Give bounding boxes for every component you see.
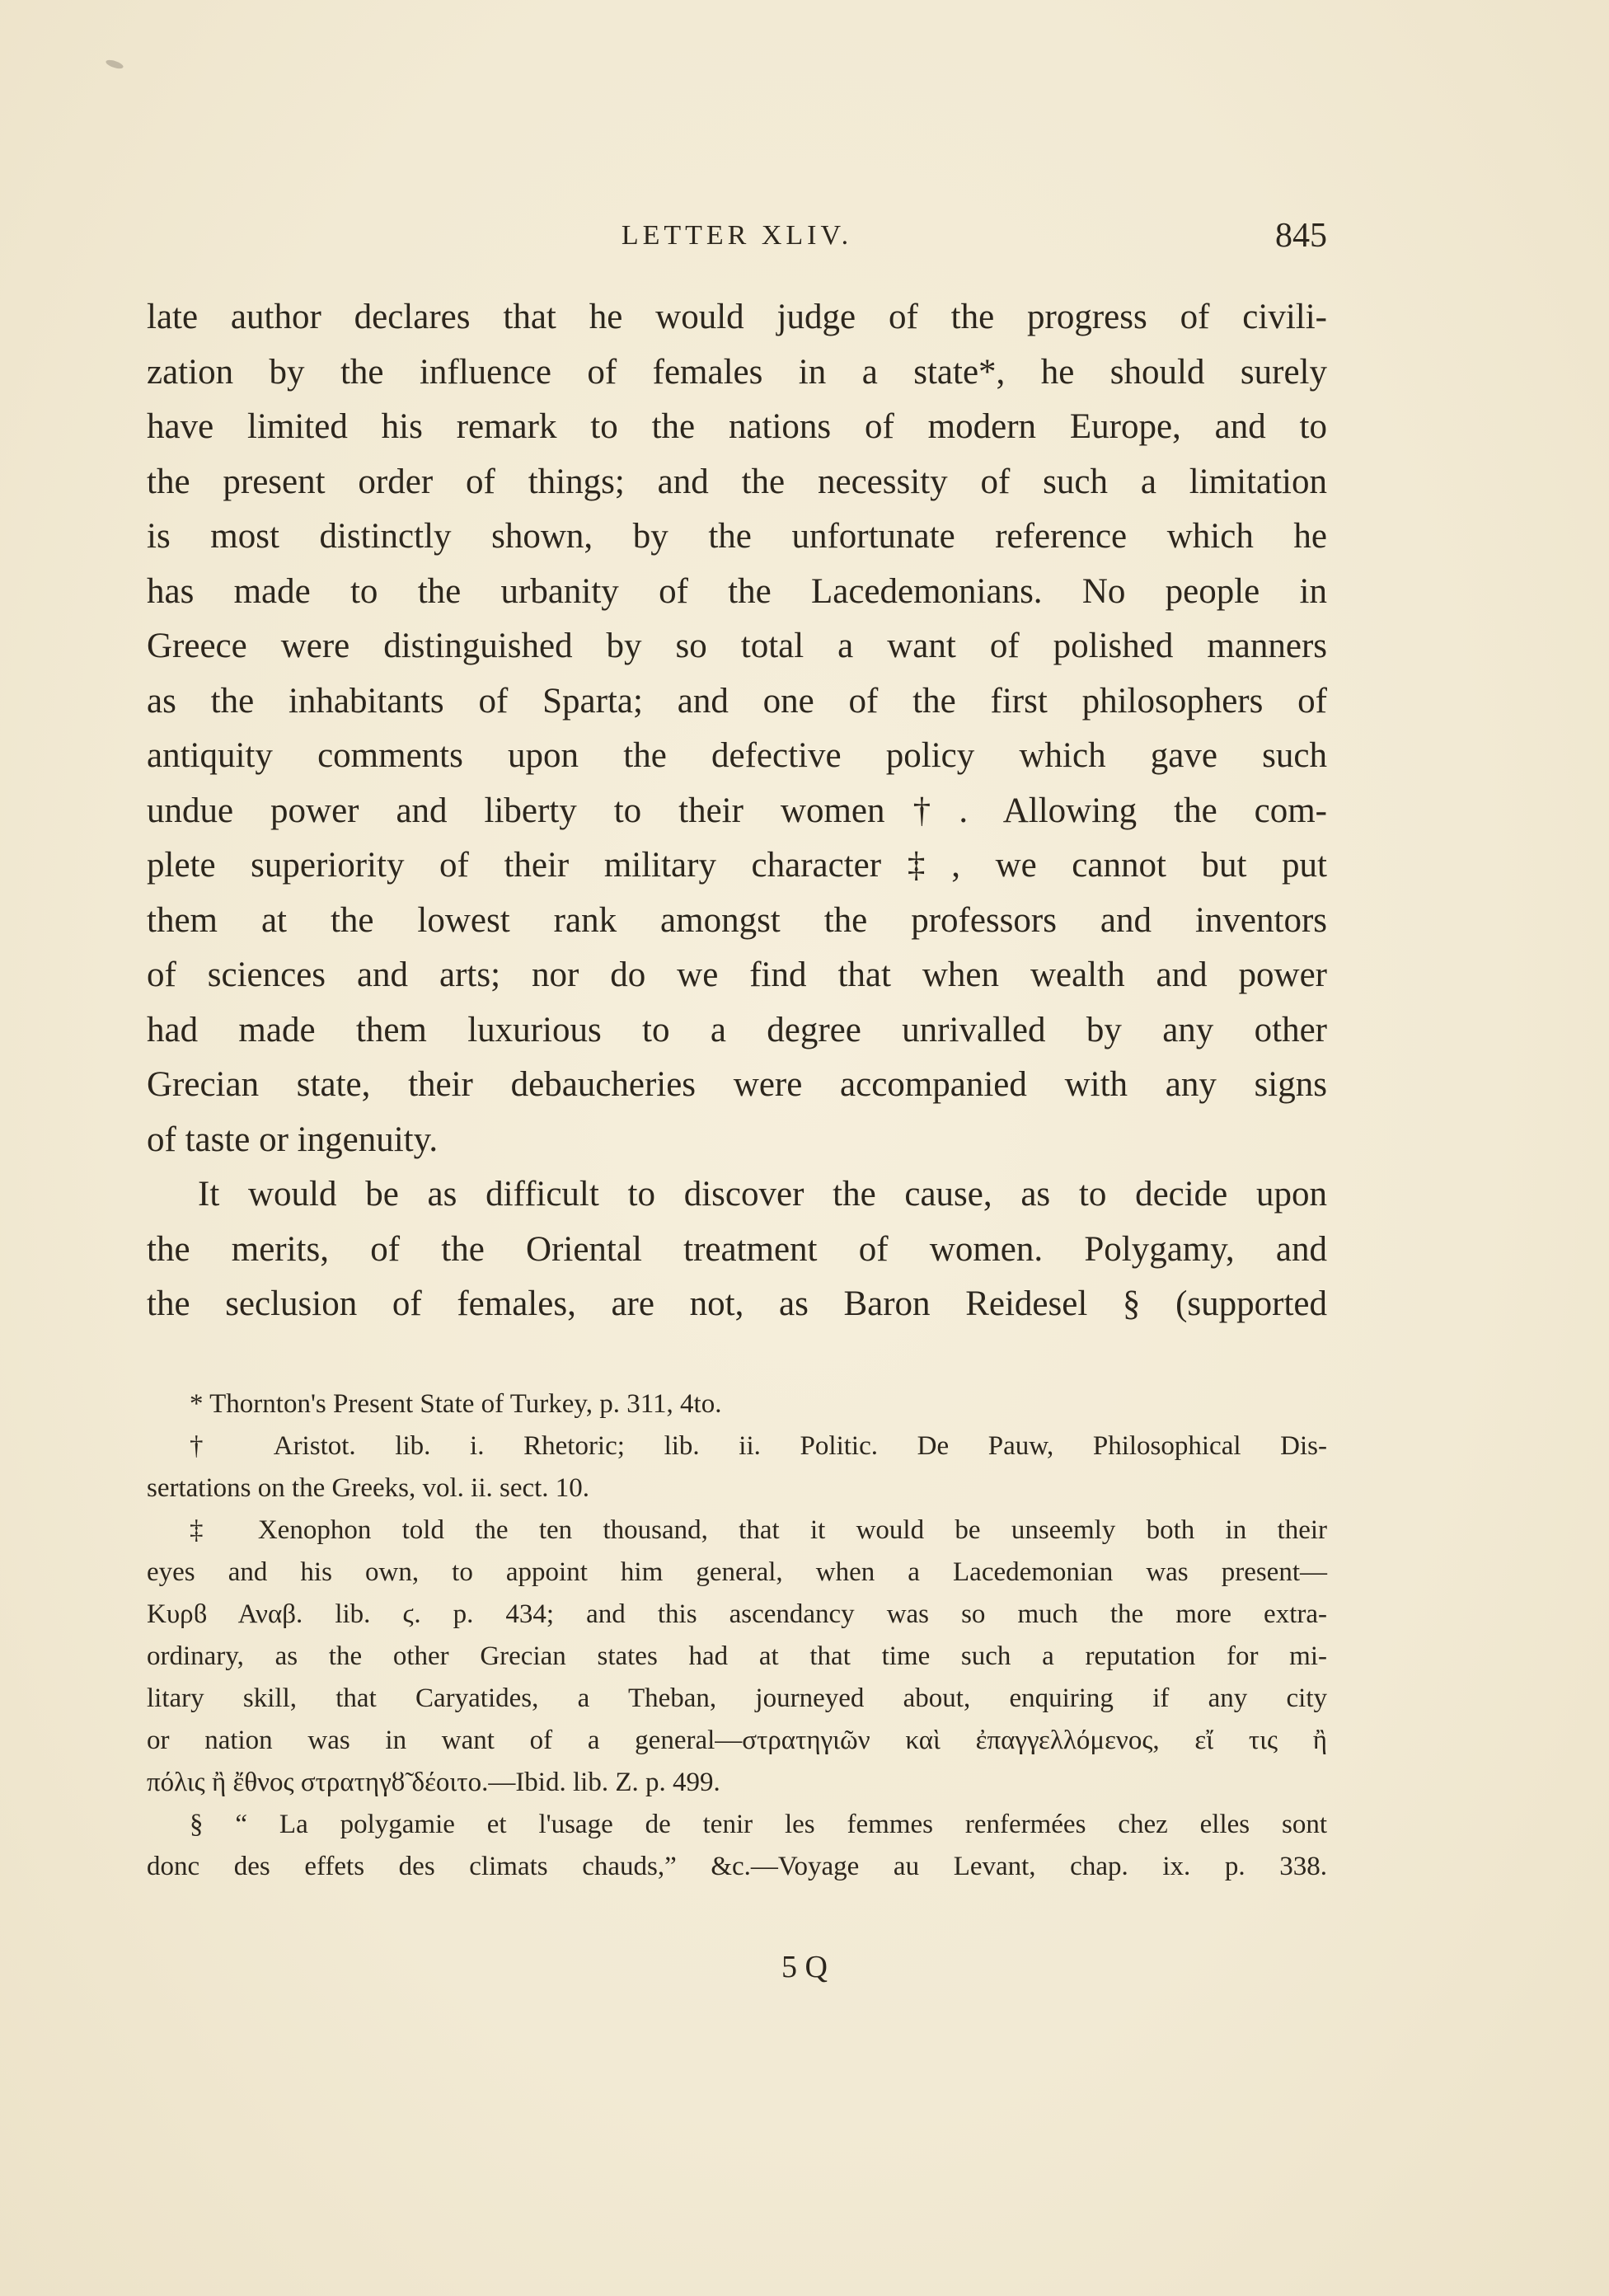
ink-smudge	[105, 59, 124, 70]
footnote-line: litary skill, that Caryatides, a Theban, journeyed about, enquiring if any city	[147, 1683, 1327, 1713]
body-line: antiquity comments upon the defective policy which gave such	[147, 736, 1327, 775]
body-line: the present order of things; and the necessity of such a limitation	[147, 462, 1327, 501]
body-line: plete superiority of their military character‡, we cannot but put	[147, 846, 1327, 885]
printer-signature: 5 Q	[781, 1950, 828, 1984]
body-line: have limited his remark to the nations of modern Europe, and to	[147, 407, 1327, 446]
footnote-line: πόλις ἢ ἔθνος στρατηγȣ̃ δέοιτο.—Ibid. lib. Z. p. 499.	[147, 1768, 720, 1797]
body-line: late author declares that he would judge of the progress of civili-	[147, 298, 1327, 336]
body-line: the seclusion of females, are not, as Baron Reidesel § (supported	[147, 1284, 1327, 1323]
body-line: had made them luxurious to a degree unrivalled by any other	[147, 1010, 1327, 1049]
footnote-line: or nation was in want of a general—στρατηγιῶν καὶ ἐπαγγελλόμενος, εἴ τις ἢ	[147, 1726, 1327, 1755]
footnotes	[147, 1383, 1327, 1888]
footnote-line: Κυρϐ Αναβ. lib. ϛ. p. 434; and this ascendancy was so much the more extra-	[147, 1599, 1327, 1629]
body-text	[147, 290, 1327, 1332]
footnote-line: * Thornton's Present State of Turkey, p. 311, 4to.	[190, 1389, 722, 1419]
body-line: Grecian state, their debaucheries were accompanied with any signs	[147, 1065, 1327, 1104]
body-line: the merits, of the Oriental treatment of women. Polygamy, and	[147, 1229, 1327, 1269]
body-line: of taste or ingenuity.	[147, 1120, 439, 1159]
footnote-line: eyes and his own, to appoint him general, when a Lacedemonian was present—	[147, 1557, 1327, 1587]
body-line: It would be as difficult to discover the cause, as to decide upon	[198, 1175, 1327, 1214]
body-line: as the inhabitants of Sparta; and one of the first philosophers of	[147, 681, 1327, 721]
page-number: 845	[1275, 217, 1327, 255]
footnote-line: § “ La polygamie et l'usage de tenir les femmes renfermées chez elles sont	[190, 1810, 1327, 1839]
body-line: them at the lowest rank amongst the professors and inventors	[147, 900, 1327, 940]
footnote-line: † Aristot. lib. i. Rhetoric; lib. ii. Politic. De Pauw, Philosophical Dis-	[190, 1431, 1327, 1461]
body-line: undue power and liberty to their women†. Allowing the com-	[147, 791, 1327, 830]
page-header	[147, 213, 1327, 259]
body-line: is most distinctly shown, by the unfortunate reference which he	[147, 517, 1327, 556]
body-line: Greece were distinguished by so total a want of polished manners	[147, 627, 1327, 665]
footnote-line: ‡ Xenophon told the ten thousand, that it would be unseemly both in their	[190, 1515, 1327, 1545]
body-line: zation by the influence of females in a state*, he should surely	[147, 352, 1327, 392]
footnote-line: donc des effets des climats chauds,” &c.—Voyage au Levant, chap. ix. p. 338.	[147, 1852, 1327, 1881]
running-head: LETTER XLIV.	[621, 220, 853, 251]
footnote-line: sertations on the Greeks, vol. ii. sect. 10.	[147, 1473, 590, 1503]
footnote-line: ordinary, as the other Grecian states had at that time such a reputation for mi-	[147, 1641, 1327, 1671]
body-line: of sciences and arts; nor do we find that when wealth and power	[147, 955, 1327, 994]
body-line: has made to the urbanity of the Lacedemonians. No people in	[147, 571, 1327, 611]
